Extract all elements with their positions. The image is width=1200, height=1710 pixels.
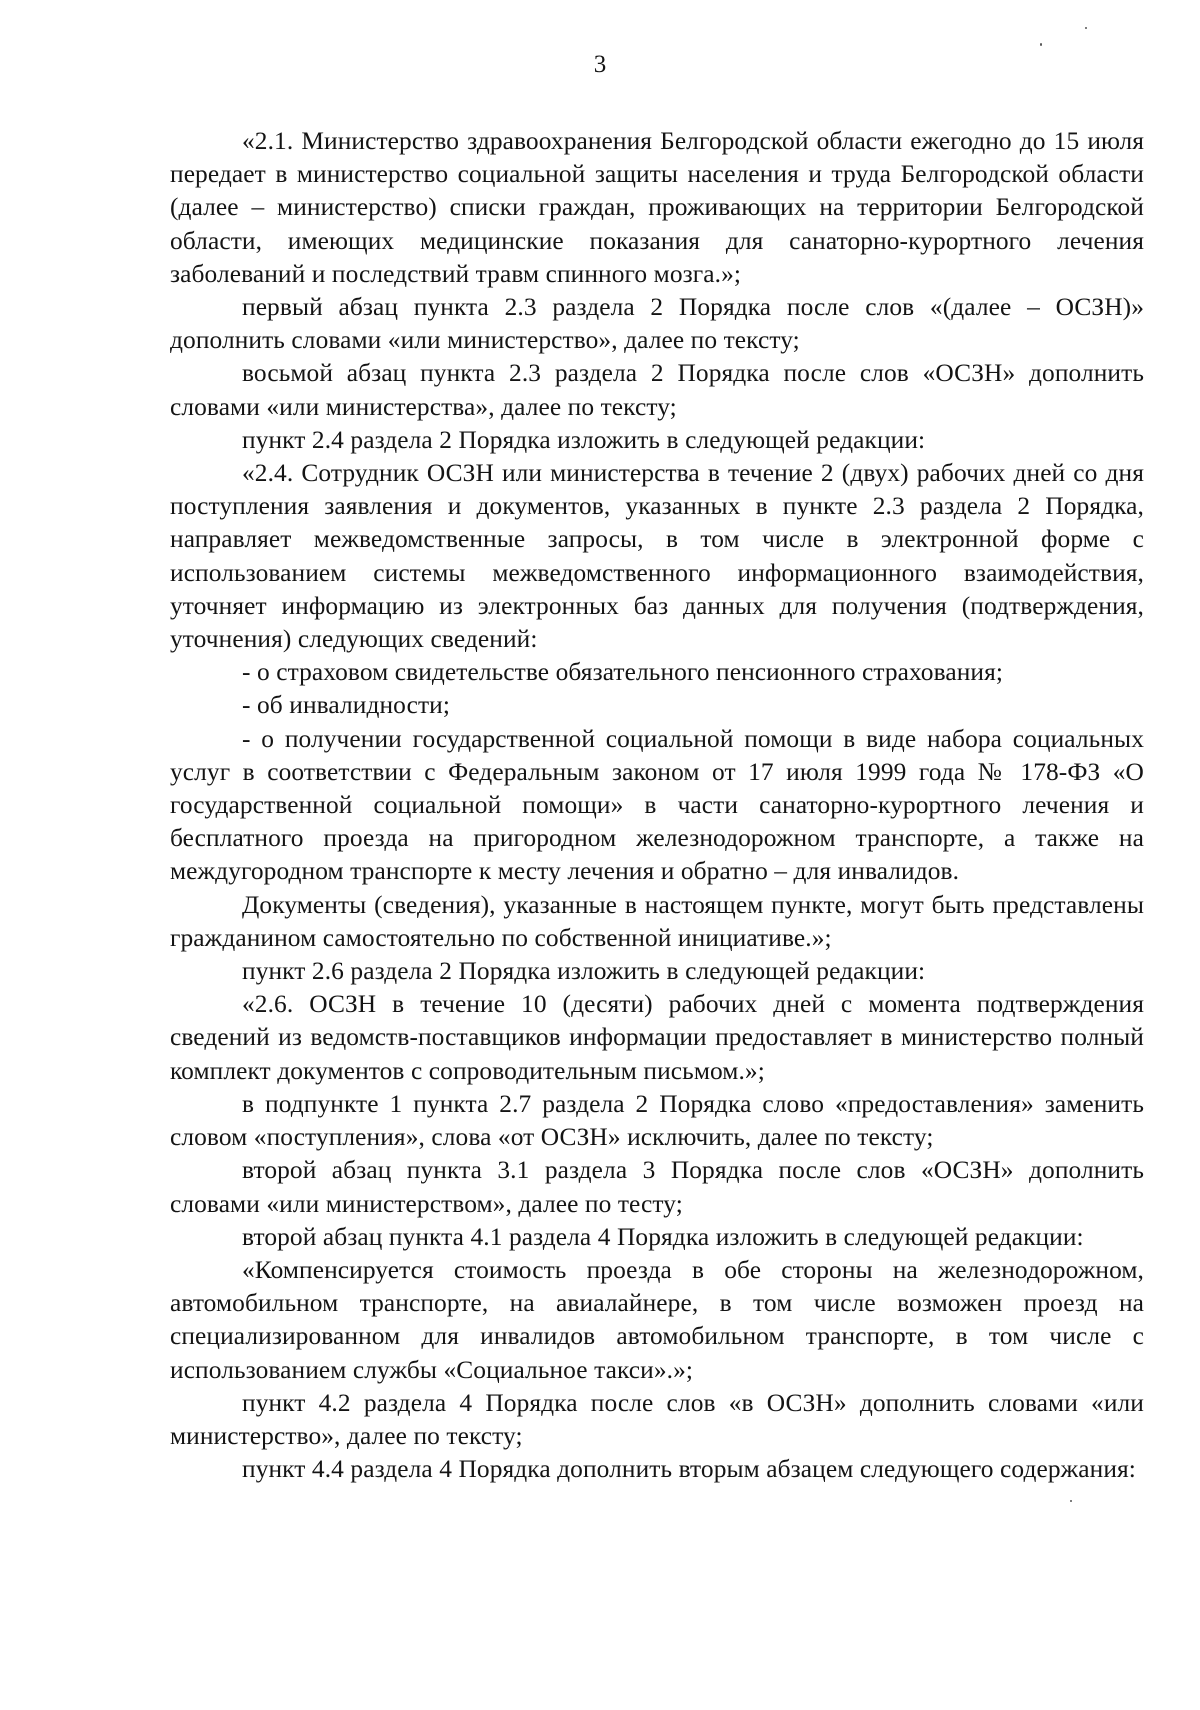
paragraph-amend-2-7: в подпункте 1 пункта 2.7 раздела 2 Порядка слово «предоставления» заменить словом «поступления», слова «от ОСЗН» исключить, далее по тексту; [170, 1089, 1144, 1152]
page-number: 3 [593, 51, 607, 78]
list-item-disability: - об инвалидности; [242, 691, 450, 720]
paragraph-4-1-quote: «Компенсируется стоимость проезда в обе стороны на железнодорожном, автомобильном транспорте, на авиалайнере, в том числе возможен проезд на специализированном для инвалидов автомобильном транспорте, в том числе с использованием службы «Социальное такси».»; [170, 1255, 1144, 1384]
document-body [170, 125, 1144, 1486]
paragraph-amend-2-3-eighth: восьмой абзац пункта 2.3 раздела 2 Порядка после слов «ОСЗН» дополнить словами «или министерства», далее по тексту; [170, 359, 1144, 421]
list-item-insurance-certificate: - о страховом свидетельстве обязательного пенсионного страхования; [242, 658, 1004, 687]
paragraph-amend-2-4-intro: пункт 2.4 раздела 2 Порядка изложить в следующей редакции: [242, 425, 926, 454]
scan-speck [1085, 27, 1087, 29]
scan-speck [1070, 1500, 1072, 1502]
paragraph-2-6-quote: «2.6. ОСЗН в течение 10 (десяти) рабочих дней с момента подтверждения сведений из ведомств-поставщиков информации предоставляет в министерство полный комплект документов с сопроводительным письмом.»; [170, 990, 1144, 1085]
paragraph-documents-note: Документы (сведения), указанные в настоящем пункте, могут быть представлены гражданином самостоятельно по собственной инициативе.»; [170, 890, 1144, 952]
paragraph-amend-2-6-intro: пункт 2.6 раздела 2 Порядка изложить в следующей редакции: [242, 957, 926, 986]
paragraph-amend-3-1: второй абзац пункта 3.1 раздела 3 Порядка после слов «ОСЗН» дополнить словами «или министерством», далее по тесту; [170, 1156, 1144, 1218]
paragraph-2-1-quote: «2.1. Министерство здравоохранения Белгородской области ежегодно до 15 июля передает в министерство социальной защиты населения и труда Белгородской области (далее – министерство) списки граждан, проживающих на территории Белгородской области, имеющих медицинские показания для санаторно-курортного лечения заболеваний и последствий травм спинного мозга.»; [170, 127, 1144, 288]
paragraph-amend-4-2: пункт 4.2 раздела 4 Порядка после слов «в ОСЗН» дополнить словами «или министерство», далее по тексту; [170, 1388, 1144, 1450]
paragraph-amend-2-3-first: первый абзац пункта 2.3 раздела 2 Порядка после слов «(далее – ОСЗН)» дополнить словами «или министерство», далее по тексту; [170, 293, 1144, 355]
paragraph-2-4-quote: «2.4. Сотрудник ОСЗН или министерства в течение 2 (двух) рабочих дней со дня поступления заявления и документов, указанных в пункте 2.3 раздела 2 Порядка, направляет межведомственные запросы, в том числе в электронной форме с использованием системы межведомственного информационного взаимодействия, уточняет информацию из электронных баз данных для получения (подтверждения, уточнения) следующих сведений: [170, 459, 1144, 654]
list-item-social-assistance: - о получении государственной социальной помощи в виде набора социальных услуг в соответствии с Федеральным законом от 17 июля 1999 года № 178-ФЗ «О государственной социальной помощи» в части санаторно-курортного лечения и бесплатного проезда на пригородном железнодорожном транспорте, а также на междугородном транспорте к месту лечения и обратно – для инвалидов. [170, 724, 1144, 886]
scan-speck [1040, 43, 1042, 46]
paragraph-amend-4-1-intro: второй абзац пункта 4.1 раздела 4 Порядка изложить в следующей редакции: [242, 1222, 1084, 1251]
paragraph-amend-4-4: пункт 4.4 раздела 4 Порядка дополнить вторым абзацем следующего содержания: [242, 1455, 1136, 1484]
